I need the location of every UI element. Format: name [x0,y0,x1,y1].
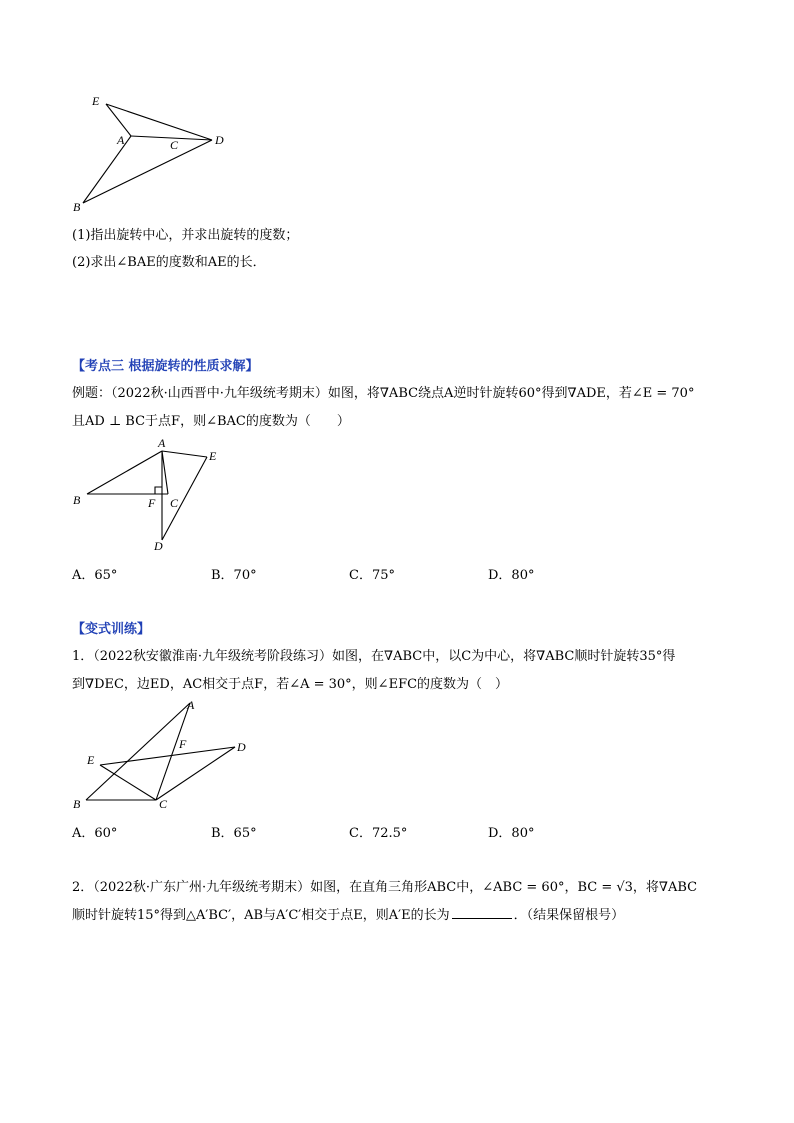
example-option-d[interactable]: D．80° [488,568,535,583]
p1-line2: 到∇DEC，边ED，AC相交于点F，若∠A = 30°，则∠EFC的度数为（ ） [72,677,509,692]
example-line2: 且AD ⊥ BC于点F，则∠BAC的度数为（ ） [72,414,350,429]
example-diagram [0,430,794,560]
ex-label-D: D [154,539,163,553]
p1-option-d[interactable]: D．80° [488,826,535,841]
p1-line1: 1．（2022秋安徽淮南·九年级统考阶段练习）如图，在∇ABC中，以C为中心，将∇ABC顺时针旋转35°得 [72,649,676,664]
p1-option-b[interactable]: B．65° [211,826,257,841]
figure-1-diagram [0,0,794,230]
p1-edge-E-C [100,765,156,800]
p2-line2-text-a: 顺时针旋转15°得到△A′BC′，AB与A′C′相交于点E，则A′E的长为 [72,908,450,923]
p1-option-a[interactable]: A．60° [72,826,118,841]
ex-edge-A-E [162,451,207,457]
example-option-c[interactable]: C．75° [349,568,395,583]
p1-diagram [0,690,794,820]
q1-part2: (2)求出∠BAE的度数和AE的长． [72,255,266,270]
p1-label-E: E [87,753,95,767]
p1-label-D: D [237,740,246,754]
p1-edge-D-C [156,747,235,800]
p1-label-C: C [159,797,168,811]
q1-part1: (1)指出旋转中心，并求出旋转的度数； [72,228,299,243]
example-line1: 例题：（2022秋·山西晋中·九年级统考期末）如图，将∇ABC绕点A逆时针旋转60°得到∇ADE，若∠E = 70° [72,386,695,401]
p1-edge-B-A [86,703,190,800]
ex-edge-B-A [87,451,162,494]
p2-line2-text-b: ．（结果保留根号） [513,908,625,923]
p1-label-B: B [73,797,81,811]
fig1-edge-B-D [83,140,212,203]
ex-edge-A-C [162,451,168,494]
fig1-label-C: C [170,138,179,152]
ex-right-angle-mark [155,487,162,494]
fig1-label-A: A [117,133,125,147]
p2-line2 [72,904,624,923]
example-option-a[interactable]: A．65° [72,568,118,583]
fig1-label-E: E [92,94,100,108]
ex-label-F: F [148,496,156,510]
ex-edge-E-D [162,457,207,540]
p2-line1: 2．（2022秋·广东广州·九年级统考期末）如图，在直角三角形ABC中，∠ABC = 60°，BC = √3，将∇ABC [72,880,698,895]
practice-title: 【变式训练】 [72,622,151,637]
p1-edge-E-D [100,747,235,765]
ex-label-C: C [170,496,179,510]
section3-title: 【考点三 根据旋转的性质求解】 [72,359,259,374]
p1-option-c[interactable]: C．72.5° [349,826,408,841]
p1-label-F: F [179,737,187,751]
fig1-label-D: D [215,133,224,147]
ex-label-E: E [209,449,217,463]
ex-label-A: A [158,436,166,450]
p1-label-A: A [187,698,195,712]
ex-label-B: B [73,493,81,507]
example-option-b[interactable]: B．70° [211,568,257,583]
p2-answer-blank[interactable] [452,918,512,919]
fig1-label-B: B [73,200,81,214]
